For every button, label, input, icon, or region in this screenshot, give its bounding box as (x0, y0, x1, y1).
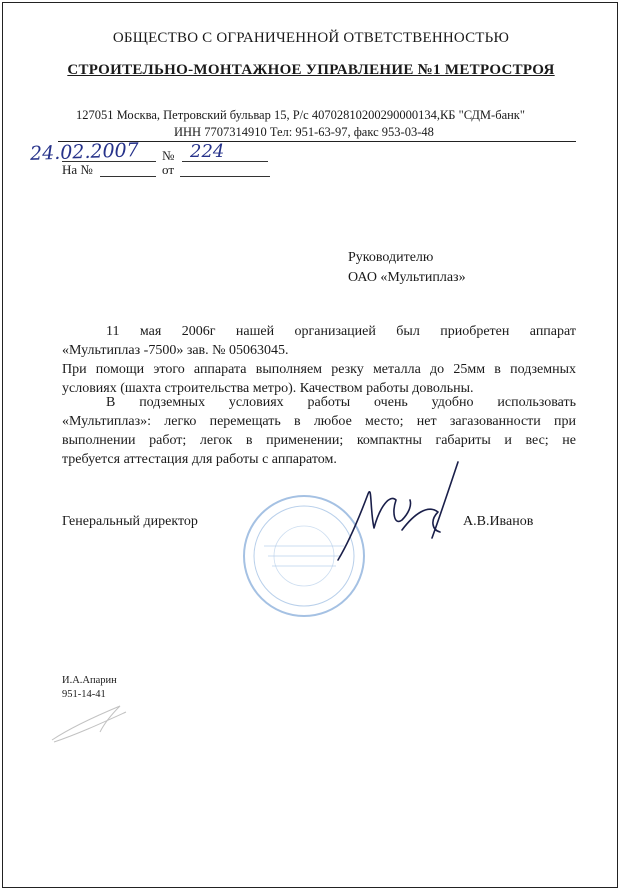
paragraph-line: При помощи этого аппарата выполняем резку металла до 25мм в подземных (62, 362, 576, 377)
signatory-title: Генеральный директор (62, 514, 198, 529)
address-bank-details: 127051 Москва, Петровский бульвар 15, Р/с 40702810200290000134,КБ "СДМ-банк" (76, 108, 525, 122)
paragraph-line: требуется аттестация для работы с аппаратом. (62, 452, 337, 467)
recipient-company: ОАО «Мультиплаз» (348, 270, 466, 285)
paragraph-line: «Мультиплаз -7500» зав. № 05063045. (62, 343, 289, 358)
handwritten-number: 224 (190, 141, 225, 162)
paragraph-purchase (62, 322, 576, 360)
handwritten-date: 24.02.2007 (29, 139, 140, 165)
inn-phone-fax: ИНН 7707314910 Тел: 951-63-97, факс 953-03-48 (174, 125, 434, 139)
paragraph-line: условиях (шахта строительства метро). Качеством работы довольны. (62, 381, 474, 396)
from-date-underline (180, 176, 270, 177)
organization-name: СТРОИТЕЛЬНО-МОНТАЖНОЕ УПРАВЛЕНИЕ №1 МЕТРОСТРОЯ (67, 62, 555, 78)
paragraph-line: В подземных условиях работы очень удобно использовать (106, 395, 576, 410)
executor-phone: 951-14-41 (62, 689, 106, 700)
paragraph-line: выполнении работ; легок в применении; компактны габариты и вес; не (62, 433, 576, 448)
signatory-name: А.В.Иванов (463, 514, 534, 529)
paragraph-benefits (62, 393, 576, 469)
recipient-title: Руководителю (348, 250, 434, 265)
from-date-label: от (162, 162, 175, 177)
organization-type: ОБЩЕСТВО С ОГРАНИЧЕННОЙ ОТВЕТСТВЕННОСТЬЮ (112, 30, 510, 46)
number-label: № (162, 148, 175, 163)
executor-name: И.А.Апарин (62, 675, 117, 686)
in-reply-to-label: На № (62, 162, 93, 177)
paragraph-line: 11 мая 2006г нашей организацией был приобретен аппарат (106, 324, 576, 339)
paragraph-line: «Мультиплаз»: легко перемещать в любое место; нет загазованности при (62, 414, 576, 429)
number-underline (182, 161, 268, 162)
in-reply-to-underline (100, 176, 156, 177)
